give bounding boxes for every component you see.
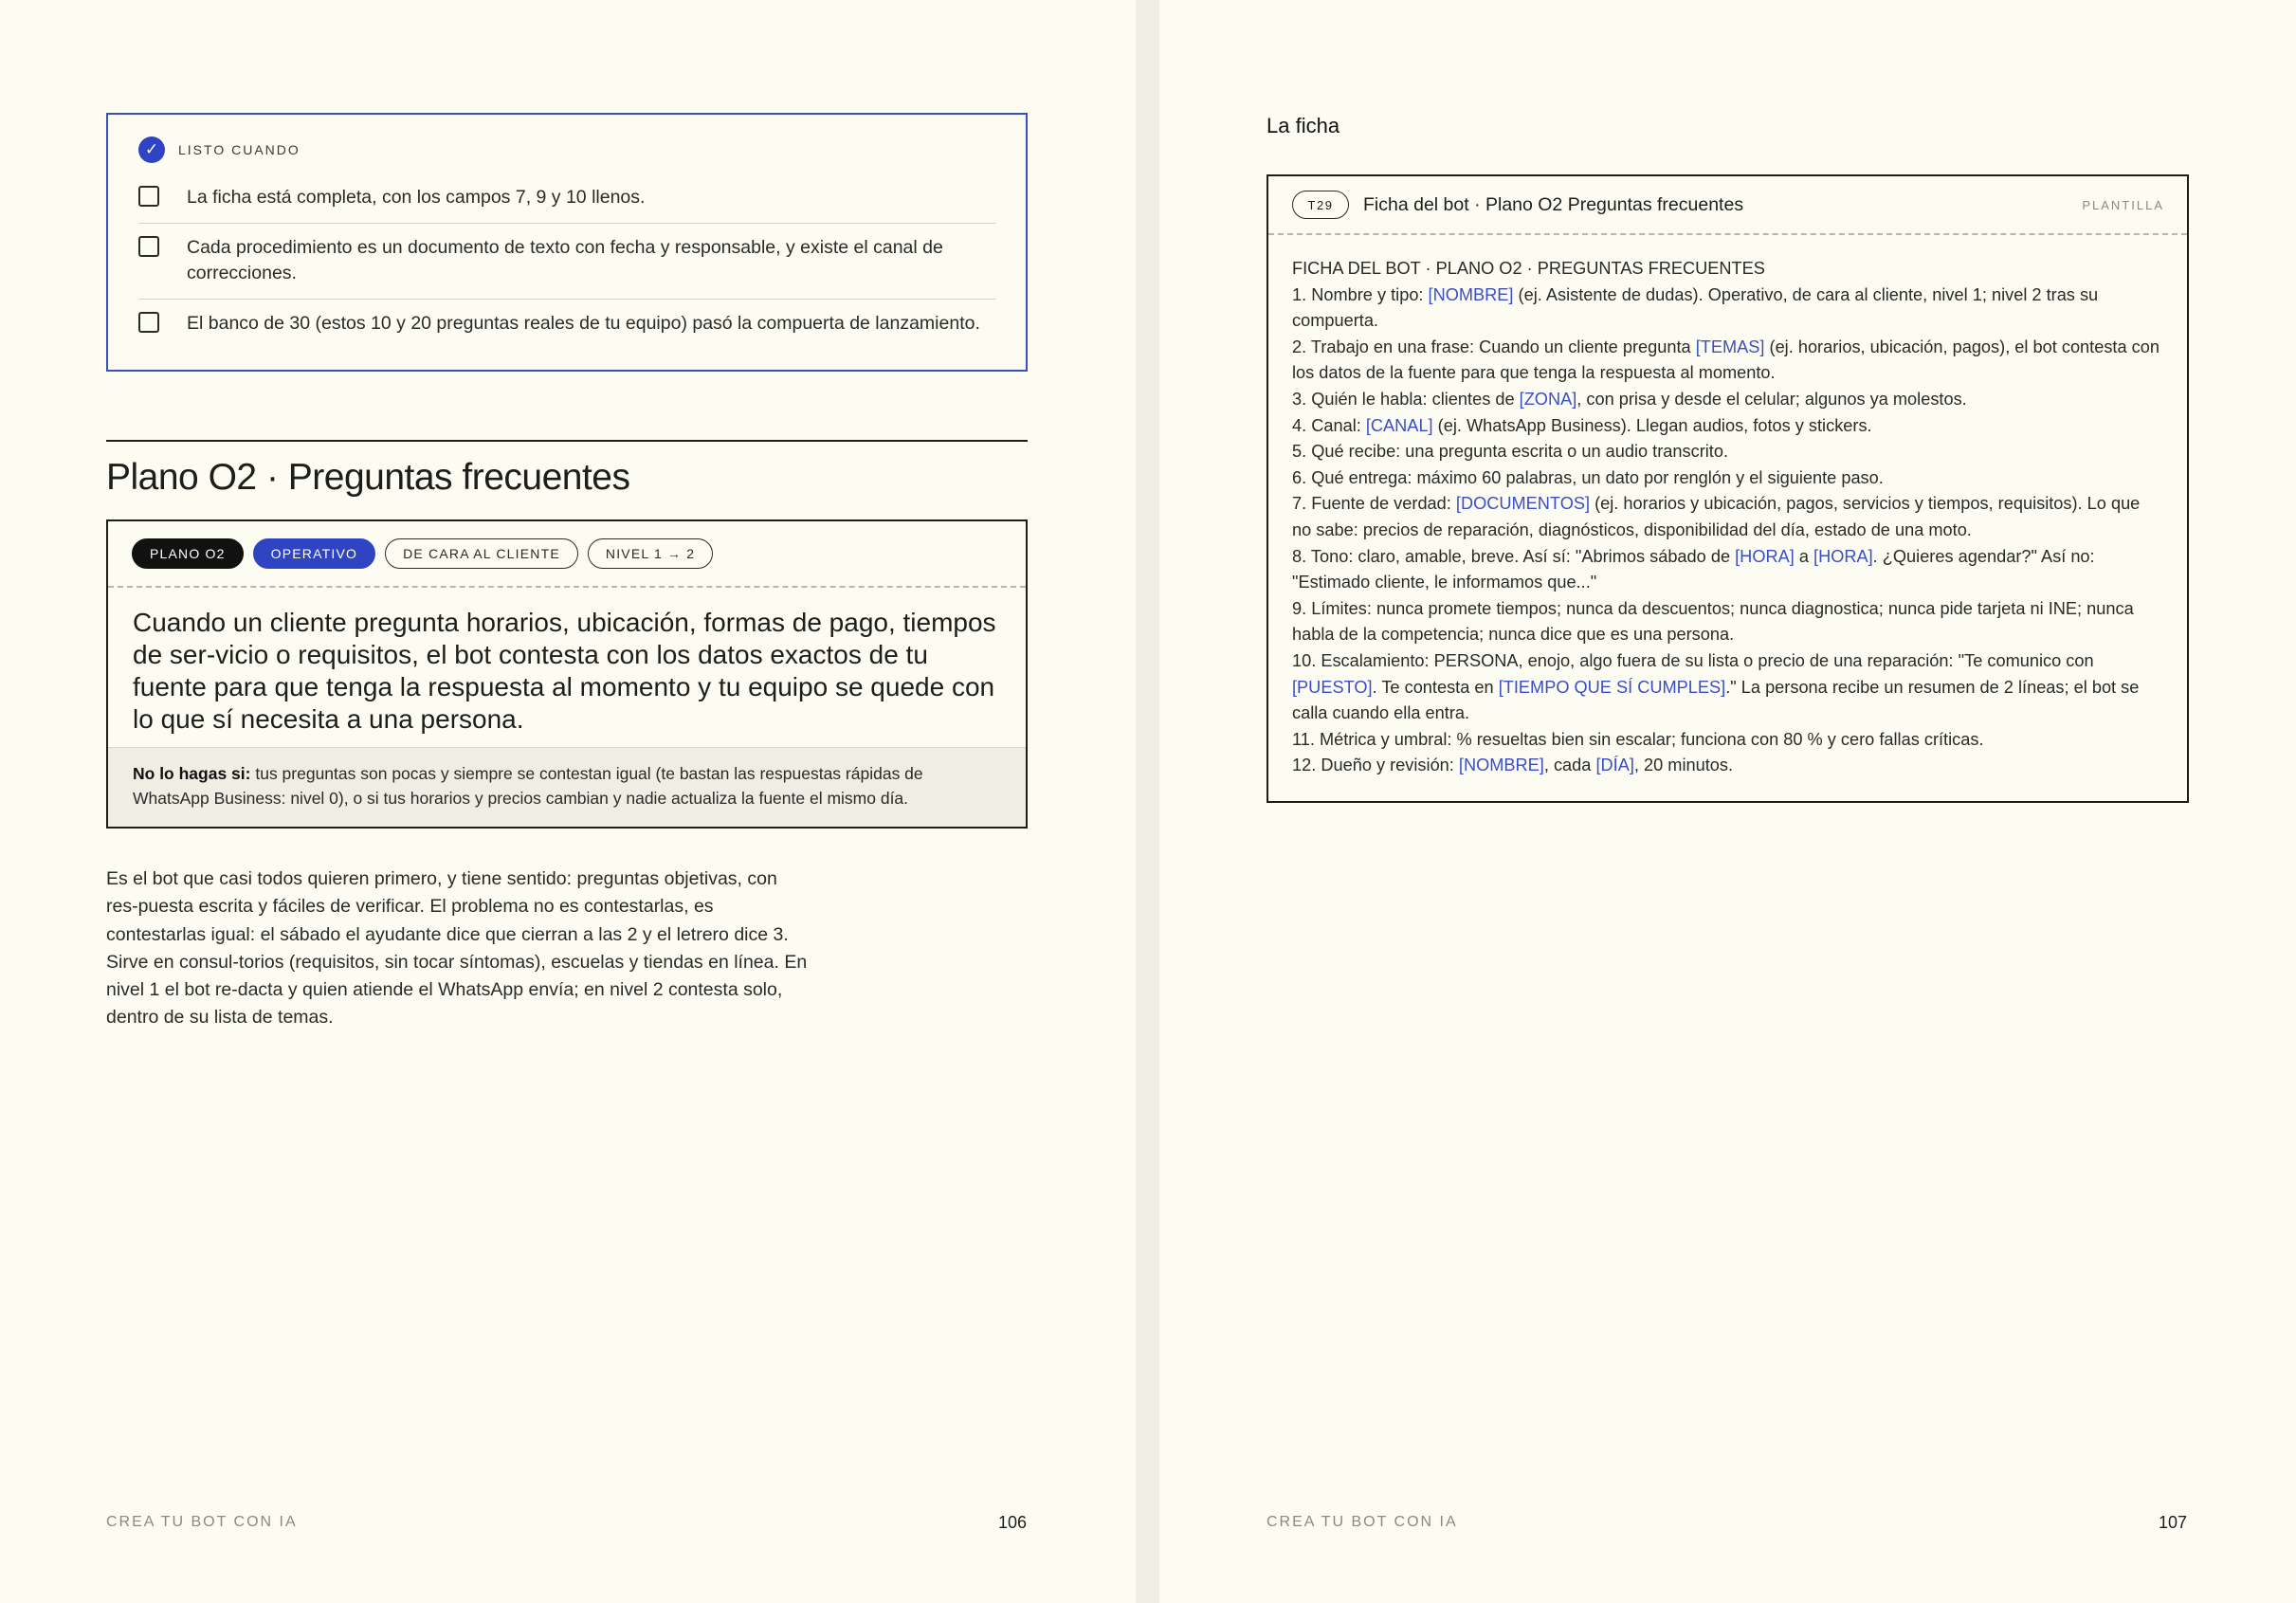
ready-list <box>138 173 995 349</box>
plan-warning <box>108 747 1026 827</box>
template-text: (ej. horarios y ubicación, pagos, servicios y tiempos, requisitos). Lo que no sabe: precios de reparación, diagnósticos, disponibilidad del día, estado de una moto. <box>1292 494 2141 539</box>
warning-label: No lo hagas si: <box>133 764 251 783</box>
footer-title-right: CREA TU BOT CON IA <box>1266 1514 1458 1530</box>
template-text: , con prisa y desde el celular; algunos ya molestos. <box>1576 389 1967 409</box>
template-text: (ej. horarios, ubicación, pagos), el bot contesta con los datos de la fuente para que tenga la respuesta al momento. <box>1292 337 2159 383</box>
body-paragraph: Es el bot que casi todos quieren primero, y tiene sentido: preguntas objetivas, con res-puesta escrita y fáciles de verificar. El problema no es contestarlas, es contestarlas igual: el sábado el ayudante dice que cierran a las 2 y el letrero dice 3. Sirve en consul-torios (requisitos, sin tocar síntomas), escuelas y tiendas en línea. En nivel 1 el bot re-dacta y quien atiende el WhatsApp envía; en nivel 2 contesta solo, dentro de su lista de temas. <box>106 868 808 1029</box>
checkbox[interactable] <box>138 312 159 333</box>
template-lines <box>1292 282 2163 779</box>
placeholder: [HORA] <box>1735 546 1795 566</box>
template-header-line: FICHA DEL BOT · PLANO O2 · PREGUNTAS FRECUENTES <box>1292 259 1765 278</box>
template-line <box>1292 282 2163 335</box>
template-text: 12. Dueño y revisión: <box>1292 756 1459 775</box>
template-text: 6. Qué entrega: máximo 60 palabras, un dato por renglón y el siguiente paso. <box>1292 467 1884 487</box>
template-line <box>1292 544 2163 596</box>
template-line <box>1292 648 2163 727</box>
template-line <box>1292 491 2163 543</box>
template-kind: PLANTILLA <box>2082 198 2164 212</box>
template-body <box>1268 235 2187 779</box>
placeholder: [TEMAS] <box>1695 337 1765 356</box>
template-name: Ficha del bot · Plano O2 Preguntas frecuentes <box>1363 193 1744 215</box>
template-line <box>1292 727 2163 754</box>
tag-nivel: NIVEL 1 → 2 <box>588 538 713 569</box>
ready-header <box>138 136 995 164</box>
left-page <box>0 0 1136 1603</box>
placeholder: [TIEMPO QUE SÍ CUMPLES] <box>1498 677 1726 697</box>
template-line <box>1292 439 2163 465</box>
template-line <box>1292 413 2163 440</box>
template-text: . ¿Quieres agendar?" Así no: "Estimado cliente, le informamos que..." <box>1292 546 2095 592</box>
template-text: , cada <box>1543 756 1596 775</box>
template-line <box>1292 753 2163 779</box>
template-text: 8. Tono: claro, amable, breve. Así sí: "Abrimos sábado de <box>1292 546 1736 566</box>
plan-tags <box>108 521 1026 588</box>
section-label: La ficha <box>1266 114 1340 137</box>
ready-checklist-box <box>106 113 1028 372</box>
placeholder: [PUESTO] <box>1292 677 1373 697</box>
footer-title: CREA TU BOT CON IA <box>106 1514 298 1530</box>
template-text: 11. Métrica y umbral: % resueltas bien sin escalar; funciona con 80 % y cero fallas críticas. <box>1292 729 1984 749</box>
section-divider <box>106 440 1028 442</box>
template-line <box>1292 596 2163 648</box>
check-circle-icon: ✓ <box>138 137 165 163</box>
template-text: 9. Límites: nunca promete tiempos; nunca da descuentos; nunca diagnostica; nunca pide tarjeta ni INE; nunca habla de la competencia; nunca dice que es una persona. <box>1292 598 2134 645</box>
template-line <box>1292 465 2163 492</box>
page-number-right: 107 <box>2159 1513 2188 1532</box>
template-text: 1. Nombre y tipo: <box>1292 284 1429 304</box>
template-text: 4. Canal: <box>1292 415 1366 435</box>
template-text: 7. Fuente de verdad: <box>1292 494 1456 514</box>
template-text: , 20 minutos. <box>1633 756 1734 775</box>
checklist-item-text: El banco de 30 (estos 10 y 20 preguntas reales de tu equipo) pasó la compuerta de lanzamiento. <box>187 313 980 334</box>
template-line <box>1292 387 2163 413</box>
template-text: (ej. Asistente de dudas). Operativo, de cara al cliente, nivel 1; nivel 2 tras su compuerta. <box>1292 284 2099 331</box>
checklist-item-text: La ficha está completa, con los campos 7, 9 y 10 llenos. <box>187 187 646 208</box>
placeholder: [HORA] <box>1813 546 1873 566</box>
template-text: ." La persona recibe un resumen de 2 líneas; el bot se calla cuando ella entra. <box>1292 677 2140 723</box>
template-text: a <box>1794 546 1814 566</box>
template-text: 2. Trabajo en una frase: Cuando un cliente pregunta <box>1292 337 1696 356</box>
template-card <box>1266 174 2189 803</box>
checklist-item-text: Cada procedimiento es un documento de texto con fecha y responsable, y existe el canal de correcciones. <box>187 237 943 283</box>
plan-lead-text: Cuando un cliente pregunta horarios, ubicación, formas de pago, tiempos de ser-vicio o requisitos, el bot contesta con los datos exactos de tu fuente para que tenga la respuesta al momento y tu equipo se quede con lo que sí necesita a una persona. <box>133 608 996 734</box>
plan-card <box>106 519 1028 829</box>
warning-text: tus preguntas son pocas y siempre se contestan igual (te bastan las respuestas rápidas de WhatsApp Business: nivel 0), o si tus horarios y precios cambian y nadie actualiza la fuente el mismo día. <box>133 764 923 808</box>
tag-operativo: OPERATIVO <box>253 538 375 569</box>
checklist-item <box>138 300 995 349</box>
checklist-item <box>138 224 995 300</box>
template-text: 3. Quién le habla: clientes de <box>1292 389 1520 409</box>
template-code-badge: T29 <box>1292 191 1349 219</box>
placeholder: [ZONA] <box>1519 389 1577 409</box>
template-text: 10. Escalamiento: PERSONA, enojo, algo fuera de su lista o precio de una reparación: "Te comunico con <box>1292 650 2094 670</box>
tag-cliente: DE CARA AL CLIENTE <box>385 538 578 569</box>
template-header <box>1268 176 2187 235</box>
ready-title: LISTO CUANDO <box>178 142 301 157</box>
placeholder: [NOMBRE] <box>1428 284 1514 304</box>
template-text: 5. Qué recibe: una pregunta escrita o un audio transcrito. <box>1292 442 1729 462</box>
placeholder: [CANAL] <box>1365 415 1433 435</box>
placeholder: [NOMBRE] <box>1458 756 1544 775</box>
placeholder: [DÍA] <box>1595 756 1634 775</box>
template-text: (ej. WhatsApp Business). Llegan audios, fotos y stickers. <box>1432 415 1872 435</box>
tag-plano: PLANO O2 <box>132 538 244 569</box>
placeholder: [DOCUMENTOS] <box>1455 494 1591 514</box>
book-gutter <box>1136 0 1159 1603</box>
checkbox[interactable] <box>138 236 159 257</box>
checklist-item <box>138 173 995 224</box>
section-heading: Plano O2 · Preguntas frecuentes <box>106 457 630 498</box>
page-number: 106 <box>998 1513 1028 1532</box>
template-line <box>1292 335 2163 387</box>
template-text: . Te contesta en <box>1372 677 1499 697</box>
checkbox[interactable] <box>138 186 159 207</box>
